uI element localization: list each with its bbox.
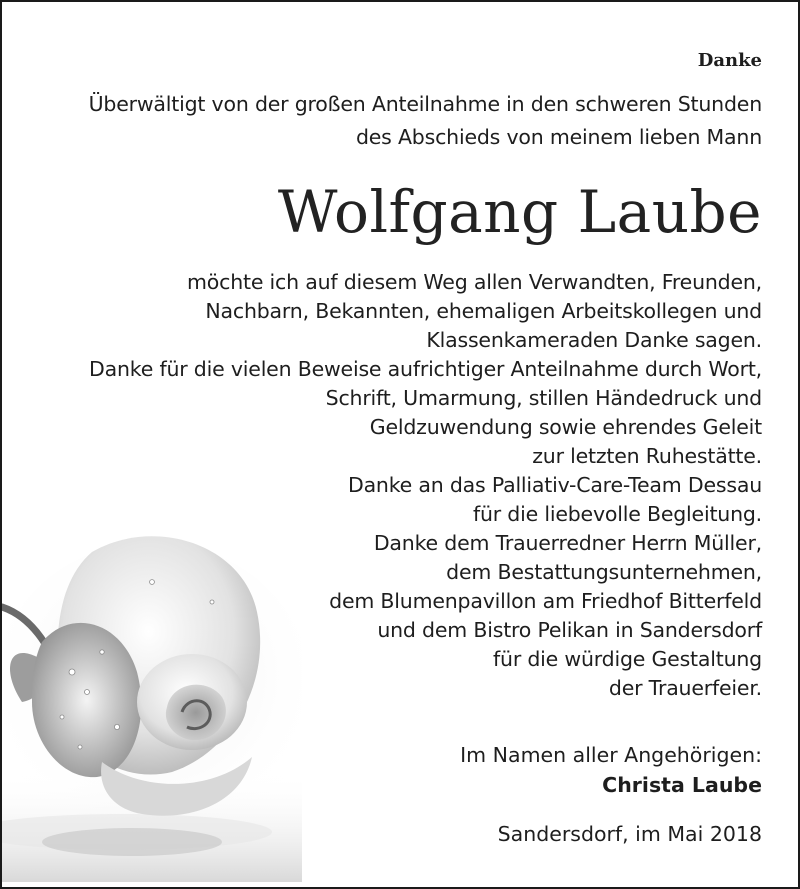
body-line: möchte ich auf diesem Weg allen Verwandten, Freunden, [187,270,762,294]
signature-block [460,740,762,800]
body-line: Danke dem Trauerredner Herrn Müller, [373,531,762,555]
thanks-body [22,268,762,703]
body-line: der Trauerfeier. [608,676,762,700]
body-line: für die liebevolle Begleitung. [472,502,762,526]
body-line: Schrift, Umarmung, stillen Händedruck und [325,386,762,410]
body-line: Klassenkameraden Danke sagen. [426,328,762,352]
body-line: und dem Bistro Pelikan in Sandersdorf [377,618,762,642]
body-line: für die würdige Gestaltung [493,647,762,671]
body-line: Danke an das Palliativ-Care-Team Dessau [347,473,762,497]
intro-line: Überwältigt von der großen Anteilnahme in den schweren Stunden [88,92,762,116]
body-line: Danke für die vielen Beweise aufrichtiger Anteilnahme durch Wort, [89,357,762,381]
thanks-heading: Danke [697,50,762,71]
body-line: Geldzuwendung sowie ehrendes Geleit [369,415,762,439]
signer-name: Christa Laube [602,773,762,797]
deceased-name: Wolfgang Laube [277,178,762,246]
signature-preamble: Im Namen aller Angehörigen: [460,743,762,767]
body-line: dem Blumenpavillon am Friedhof Bitterfeld [329,589,762,613]
body-line: zur letzten Ruhestätte. [532,444,762,468]
body-line: dem Bestattungsunternehmen, [446,560,762,584]
body-line: Nachbarn, Bekannten, ehemaligen Arbeitskollegen und [205,299,762,323]
intro-line: des Abschieds von meinem lieben Mann [355,125,762,149]
intro-text [22,88,762,154]
place-date: Sandersdorf, im Mai 2018 [497,822,762,846]
